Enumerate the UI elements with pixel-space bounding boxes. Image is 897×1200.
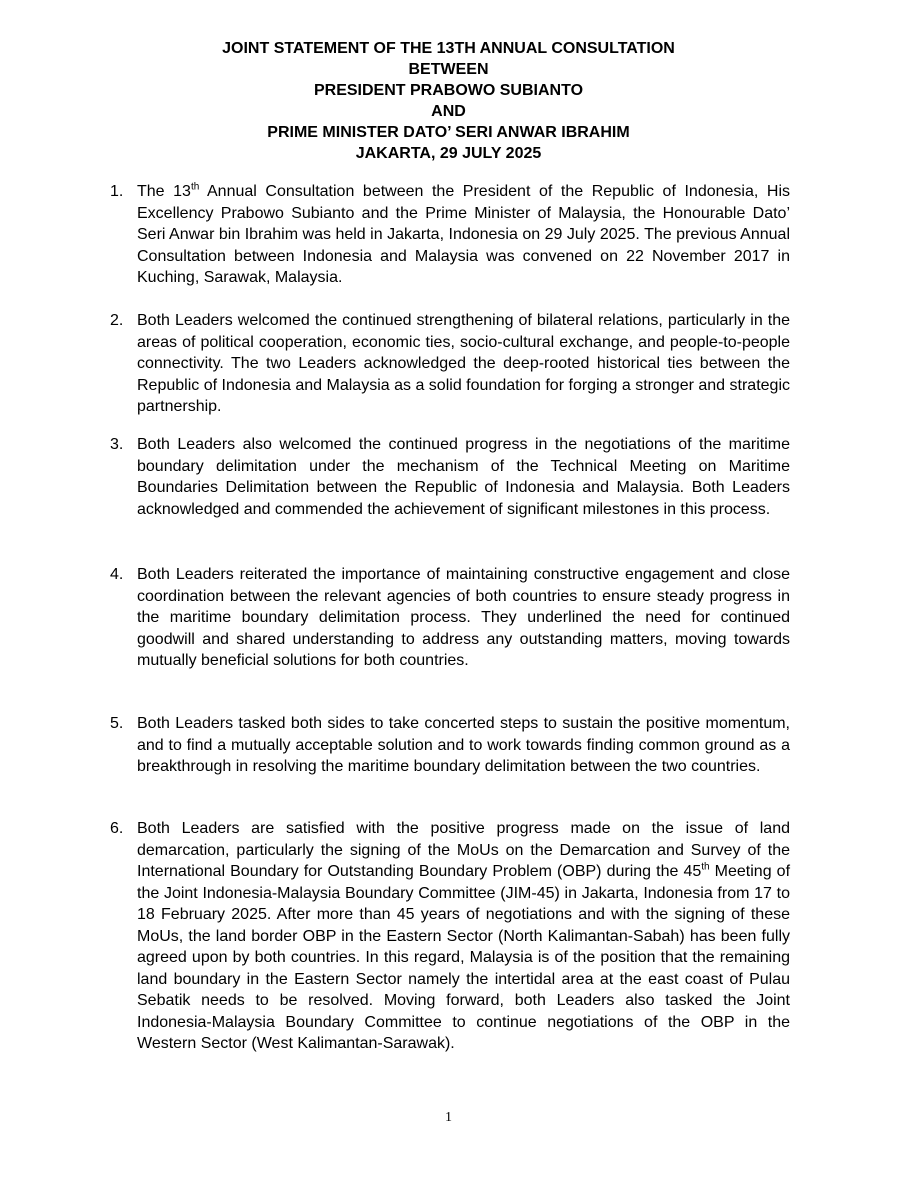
title-line: PRIME MINISTER DATO’ SERI ANWAR IBRAHIM	[267, 124, 630, 141]
paragraph-text: The 13th Annual Consultation between the President of the Republic of Indonesia, His Excellency Prabowo Subianto and the Prime Minister of Malaysia, the Honourable Dato’ Seri Anwar bin Ibrahim was held in Jakarta, Indonesia on 29 July 2025. The previous Annual Consultation between Indonesia and Malaysia was convened on 22 November 2017 in Kuching, Sarawak, Malaysia.	[137, 181, 790, 286]
title-line: BETWEEN	[408, 61, 489, 78]
title-line: JOINT STATEMENT OF THE 13TH ANNUAL CONSULTATION	[222, 40, 675, 57]
paragraph-number: 1.	[110, 183, 124, 200]
page-number: 1	[445, 1110, 452, 1125]
paragraph-number: 2.	[110, 312, 124, 329]
title-line: PRESIDENT PRABOWO SUBIANTO	[313, 82, 584, 99]
paragraph-text: Both Leaders are satisfied with the positive progress made on the issue of land demarcation, particularly the signing of the MoUs on the Demarcation and Survey of the International Boundary for Outstanding Boundary Problem (OBP) during the 45th Meeting of the Joint Indonesia-Malaysia Boundary Committee (JIM-45) in Jakarta, Indonesia from 17 to 18 February 2025. After more than 45 years of negotiations and with the signing of these MoUs, the land border OBP in the Eastern Sector (North Kalimantan-Sabah) has been fully agreed upon by both countries. In this regard, Malaysia is of the position that the remaining land boundary in the Eastern Sector namely the intertidal area at the east coast of Pulau Sebatik needs to be resolved. Moving forward, both Leaders also tasked the Joint Indonesia-Malaysia Boundary Committee to continue negotiations of the OBP in the Western Sector (West Kalimantan-Sarawak).	[137, 820, 791, 1052]
paragraph-2	[110, 310, 790, 418]
paragraph-number: 6.	[110, 820, 124, 837]
title-line: AND	[431, 103, 466, 120]
paragraph-text: Both Leaders welcomed the continued strengthening of bilateral relations, particularly in the areas of political cooperation, economic ties, socio-cultural exchange, and people-to-people connectivity. The two Leaders acknowledged the deep-rooted historical ties between the Republic of Indonesia and Malaysia as a solid foundation for forging a stronger and strategic partnership.	[137, 312, 790, 415]
paragraph-3	[110, 434, 790, 520]
paragraph-number: 4.	[110, 566, 124, 583]
paragraph-4	[110, 564, 790, 672]
paragraph-text: Both Leaders reiterated the importance of maintaining constructive engagement and close coordination between the relevant agencies of both countries to ensure steady progress in the maritime boundary delimitation process. They underlined the need for continued goodwill and shared understanding to address any outstanding matters, moving towards mutually beneficial solutions for both countries.	[137, 566, 790, 669]
paragraph-6	[110, 818, 790, 1055]
paragraph-text: Both Leaders tasked both sides to take concerted steps to sustain the positive momentum, and to find a mutually acceptable solution and to work towards finding common ground as a breakthrough in resolving the maritime boundary delimitation between the two countries.	[137, 715, 790, 775]
paragraph-number: 3.	[110, 436, 124, 453]
paragraph-5	[110, 713, 790, 778]
title-line: JAKARTA, 29 JULY 2025	[355, 145, 542, 162]
document-title	[0, 38, 897, 164]
paragraph-number: 5.	[110, 715, 124, 732]
paragraph-1	[110, 181, 790, 289]
paragraph-text: Both Leaders also welcomed the continued progress in the negotiations of the maritime boundary delimitation under the mechanism of the Technical Meeting on Maritime Boundaries Delimitation between the Republic of Indonesia and Malaysia. Both Leaders acknowledged and commended the achievement of significant milestones in this process.	[137, 436, 790, 518]
